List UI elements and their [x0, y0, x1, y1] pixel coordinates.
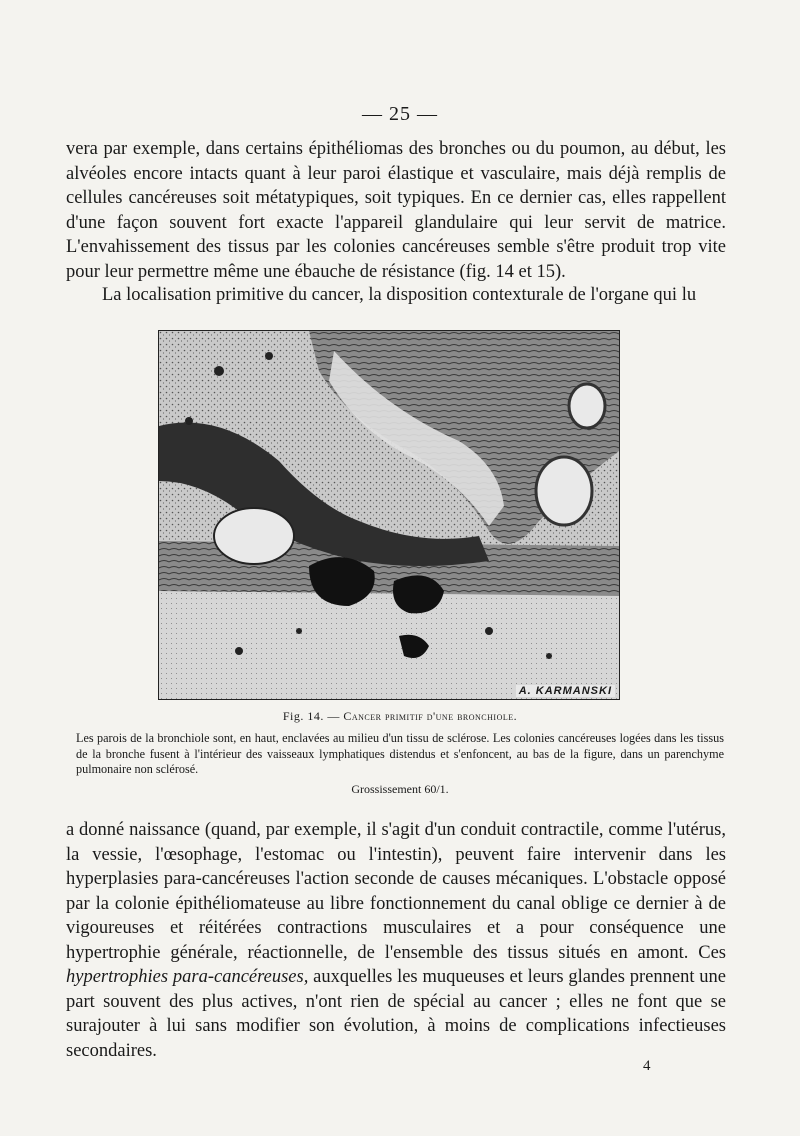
- page-number: — 25 —: [362, 103, 438, 125]
- figure-title: Cancer primitif d'une bronchiole.: [343, 709, 518, 723]
- paragraph-3-text-end: auxquelles les muqueuses et leurs glandes prennent une part souvent des plus actives, n'ont rien de spécial au cancer ; elles ne font que se surajouter à lui sans modifier son évolution, à moins de complications infectieuses secondaires.: [66, 967, 726, 1061]
- figure-illustration: [158, 330, 620, 700]
- figure-caption: Les parois de la bronchiole sont, en haut, enclavées au milieu d'un tissu de sclérose. Les colonies cancéreuses logées dans les tissus de la bronche fusent à l'intérieur des vaisseaux lymphatiques distendus et s'enfoncent, au bas de la figure, dans un parenchyme pulmonaire non sclérosé.: [76, 731, 724, 776]
- engraver-signature: A. KARMANSKI: [516, 685, 615, 697]
- signature-mark: 4: [643, 1058, 651, 1074]
- paragraph-1: vera par exemple, dans certains épithéliomas des bronches ou du poumon, au début, les alvéoles encore intacts quant à leur paroi élastique et vasculaire, mais déjà remplis de cellules cancéreuses soit métatypiques, soit typiques. En ce dernier cas, elles rappellent d'une façon souvent fort exacte l'appareil glandulaire qui leur servit de matrice. L'envahissement des tissus par les colonies cancéreuses semble s'être produit trop vite pour leur permettre même une ébauche de résistance (fig. 14 et 15).: [66, 139, 726, 282]
- figure-label: Fig. 14. —: [282, 709, 340, 723]
- paragraph-3-italic: hypertrophies para-cancéreuses,: [66, 967, 309, 987]
- figure-caption-title: [0, 709, 800, 724]
- histology-engraving: [159, 331, 619, 699]
- paragraph-2: La localisation primitive du cancer, la disposition contexturale de l'organe qui lu: [102, 285, 697, 305]
- paragraph-3: [66, 818, 726, 1063]
- paragraph-3-text: a donné naissance (quand, par exemple, il s'agit d'un conduit contractile, comme l'utérus, la vessie, l'œsophage, l'estomac ou l'intestin), peuvent faire intervenir dans les hyperplasies para-cancéreuses l'action seconde de causes mécaniques. L'obstacle opposé par la colonie épithéliomateuse au libre fonctionnement du canal oblige ce dernier à de vigoureuses et réitérées contractions musculaires et a pour conséquence une hypertrophie générale, réactionnelle, de l'ensemble des tissus situés en amont. Ces: [66, 820, 726, 963]
- figure-magnification: Grossissement 60/1.: [351, 782, 449, 796]
